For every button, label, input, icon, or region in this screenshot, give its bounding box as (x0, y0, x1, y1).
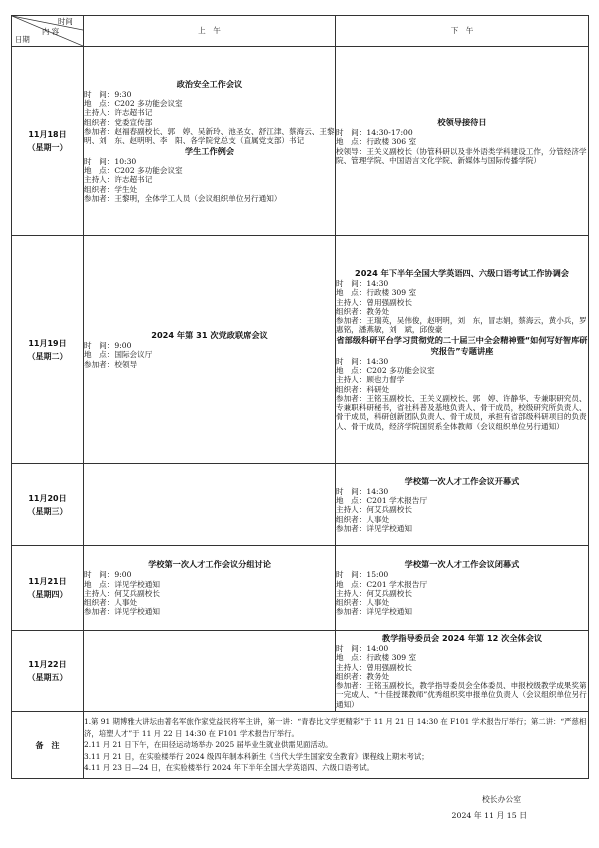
day-weekday: （星期一） (27, 143, 68, 152)
event-block (336, 633, 588, 709)
event-detail: 地 点：C202 多功能会议室 (84, 99, 183, 109)
event-detail: 组织者：人事处 (336, 514, 390, 524)
morning-cell (84, 47, 336, 236)
notes-content (84, 712, 589, 779)
day-date: 11月20日 (28, 493, 67, 503)
event-detail: 时 间：9:00 (84, 341, 132, 351)
day-label (12, 631, 84, 712)
event-detail: 时 间：9:00 (84, 570, 132, 580)
corner-cell (12, 16, 84, 47)
event-detail: 组织者：人事处 (84, 598, 138, 608)
afternoon-cell (336, 47, 589, 236)
event-detail: 参加者：详见学校通知 (336, 607, 412, 617)
event-detail: 时 间：14:30 (336, 356, 389, 366)
event-detail: 地 点：C201 学术报告厅 (336, 496, 428, 506)
event-title: 学校第一次人才工作会议闭幕式 (404, 559, 520, 570)
afternoon-cell (336, 631, 589, 712)
note-item: 2.11 月 21 日下午，在田径运动场举办 2025 届毕业生就业供需见面活动。 (84, 740, 333, 750)
event-detail: 主持人：何艾兵副校长 (336, 505, 412, 515)
event-block (84, 330, 335, 369)
event-detail: 时 间：14:00 (336, 643, 389, 653)
day-date: 11月19日 (28, 338, 67, 348)
event-detail: 组织者：党委宣传部 (84, 117, 153, 127)
afternoon-cell (336, 464, 589, 546)
event-detail: 参加者：详见学校通知 (336, 523, 412, 533)
day-row (12, 631, 589, 712)
day-row (12, 464, 589, 546)
morning-cell (84, 631, 336, 712)
event-detail: 校领导：王关义副校长（协管科研以及非外语类学科建设工作，分管经济学院、管理学院、中国语言文化学院、新媒体与国际传播学院） (336, 146, 587, 165)
event-detail: 时 间：9:30 (84, 89, 132, 99)
event-detail: 主持人：许志超书记 (84, 175, 153, 185)
event-detail: 地 点：C202 多功能会议室 (336, 366, 435, 375)
event-title: 政治安全工作会议 (176, 78, 243, 89)
event-detail: 时 间：10:30 (84, 156, 137, 166)
event-title: 省部级科研平台学习贯彻党的二十届三中全会精神暨“如何写好智库研究报告”专题讲座 (336, 334, 588, 356)
event-detail: 组织者：科研处 (336, 384, 390, 394)
event-block (336, 559, 588, 616)
event-block (336, 117, 588, 165)
event-block (336, 268, 588, 335)
footer-office: 校长办公室 (482, 795, 521, 804)
day-date: 11月18日 (28, 130, 67, 139)
event-block (336, 476, 588, 533)
note-item: 4.11 月 23 日—24 日，在实验楼举行 2024 年下半年全国大学英语四、六级口语考试。 (84, 763, 374, 773)
event-title: 学校第一次人才工作会议开幕式 (404, 475, 520, 486)
event-detail: 地 点：C202 多功能会议室 (84, 165, 183, 175)
corner-time: 时间 (58, 17, 73, 26)
day-label (12, 464, 84, 546)
event-title: 教学指导委员会 2024 年第 12 次全体会议 (381, 632, 543, 643)
event-title: 2024 年下半年全国大学英语四、六级口语考试工作协调会 (355, 267, 569, 278)
event-detail: 时 间：14:30 (336, 486, 389, 496)
afternoon-header: 下 午 (336, 16, 589, 47)
morning-cell (84, 546, 336, 631)
notes-row (12, 712, 589, 779)
morning-header: 上 午 (84, 16, 336, 47)
day-label (12, 546, 84, 631)
corner-date: 日期 (15, 35, 30, 44)
event-detail: 参加者：王瑞英，吴伟俊，赵明明，刘 东，冒志娟，蔡海云，黄小兵，罗惠铭，潘燕敏，刘 斌，邱俊豪 (336, 316, 587, 335)
event-title: 校领导接待日 (437, 116, 487, 127)
day-row (12, 546, 589, 631)
afternoon-cell (336, 546, 589, 631)
day-date: 11月22日 (28, 660, 67, 669)
event-detail: 地 点：行政楼 309 室 (336, 288, 417, 298)
afternoon-cell (336, 236, 589, 464)
event-detail: 时 间：14:30-17:00 (336, 127, 413, 137)
event-detail: 参加者：校领导 (84, 359, 138, 369)
event-detail: 地 点：C201 学术报告厅 (336, 579, 428, 589)
event-title: 学生工作例会 (184, 145, 235, 156)
day-label (12, 47, 84, 236)
note-item: 3.11 月 21 日，在实验楼举行 2024 级四年制本科新生《当代大学生国家安全教育》课程线上期末考试； (84, 751, 429, 761)
event-block (336, 335, 588, 431)
day-weekday: （星期五） (27, 673, 68, 682)
event-detail: 主持人：曾用强副校长 (336, 662, 412, 672)
event-detail: 组织者：教务处 (336, 671, 390, 681)
event-detail: 地 点：国际会议厅 (84, 350, 153, 360)
event-detail: 组织者：人事处 (336, 598, 390, 608)
event-detail: 主持人：许志超书记 (84, 108, 153, 118)
event-title: 2024 年第 31 次党政联席会议 (151, 330, 268, 341)
morning-cell (84, 464, 336, 546)
event-detail: 主持人：曾用强副校长 (336, 297, 412, 307)
schedule-table (11, 15, 589, 779)
event-detail: 主持人：何艾兵副校长 (84, 588, 160, 598)
event-detail: 参加者：王铭玉副校长，教学指导委员会全体委员、申报校级教学成果奖第一完成人、“十佳授课教师”优秀组织奖申报单位负责人（会议组织单位另行通知） (336, 681, 587, 709)
event-detail: 组织者：学生处 (84, 184, 138, 194)
event-detail: 参加者：赵福春副校长、郭 婷、吴新玲、池圣女、舒江津、蔡海云、王黎明、刘 东、赵明明、李 阳、各学院党总支（直属党支部）书记 (84, 127, 335, 146)
day-label (12, 236, 84, 464)
note-item: 1.第 91 期博雅大讲坛由著名军旅作家党益民将军主讲，第一讲：“青春比文学更精彩”于 11 月 21 日 14:30 在 F101 学术报告厅举行；第二讲：“严慈相济，培塑人才”于 11 月 22 日 14:30 在 F101 学术报告厅举行。 (84, 717, 587, 738)
event-detail: 时 间：14:30 (336, 278, 389, 288)
event-block (84, 79, 335, 146)
day-rows (12, 47, 589, 712)
event-detail: 参加者：王黎明，全体学工人员（会议组织单位另行通知） (84, 193, 282, 203)
event-title: 学校第一次人才工作会议分组讨论 (148, 559, 271, 570)
event-detail: 时 间：15:00 (336, 570, 389, 580)
day-row (12, 47, 589, 236)
day-weekday: （星期四） (27, 590, 68, 599)
event-block (84, 559, 335, 616)
event-detail: 主持人：何艾兵副校长 (336, 588, 412, 598)
event-detail: 地 点：行政楼 306 室 (336, 137, 417, 147)
event-detail: 组织者：教务处 (336, 306, 390, 316)
corner-content: 内 容 (42, 27, 60, 36)
day-weekday: （星期三） (27, 506, 68, 516)
footer-date: 2024 年 11 月 15 日 (451, 811, 527, 820)
event-detail: 参加者：详见学校通知 (84, 607, 160, 617)
notes-label: 备 注 (12, 712, 84, 779)
event-block (84, 146, 335, 203)
day-weekday: （星期二） (27, 351, 68, 361)
event-detail: 地 点：行政楼 309 室 (336, 653, 417, 663)
day-date: 11月21日 (28, 577, 67, 586)
event-detail: 地 点：详见学校通知 (84, 579, 160, 589)
event-detail: 主持人：顾也力督学 (336, 375, 405, 385)
header-row (12, 16, 589, 47)
event-detail: 参加者：王铭玉副校长、王关义副校长、郭 婷、许静华、专兼职研究员、专兼职科研秘书，省社科普及基地负责人、骨干成员，校级研究所负责人、骨干成员，科研创新团队负责人、骨干成员，承担有省部级科研项目的负责人、骨干成员，经济学院国贸系全体教师（会议组织单位另行通知） (336, 393, 587, 431)
morning-cell (84, 236, 336, 464)
day-row (12, 236, 589, 464)
